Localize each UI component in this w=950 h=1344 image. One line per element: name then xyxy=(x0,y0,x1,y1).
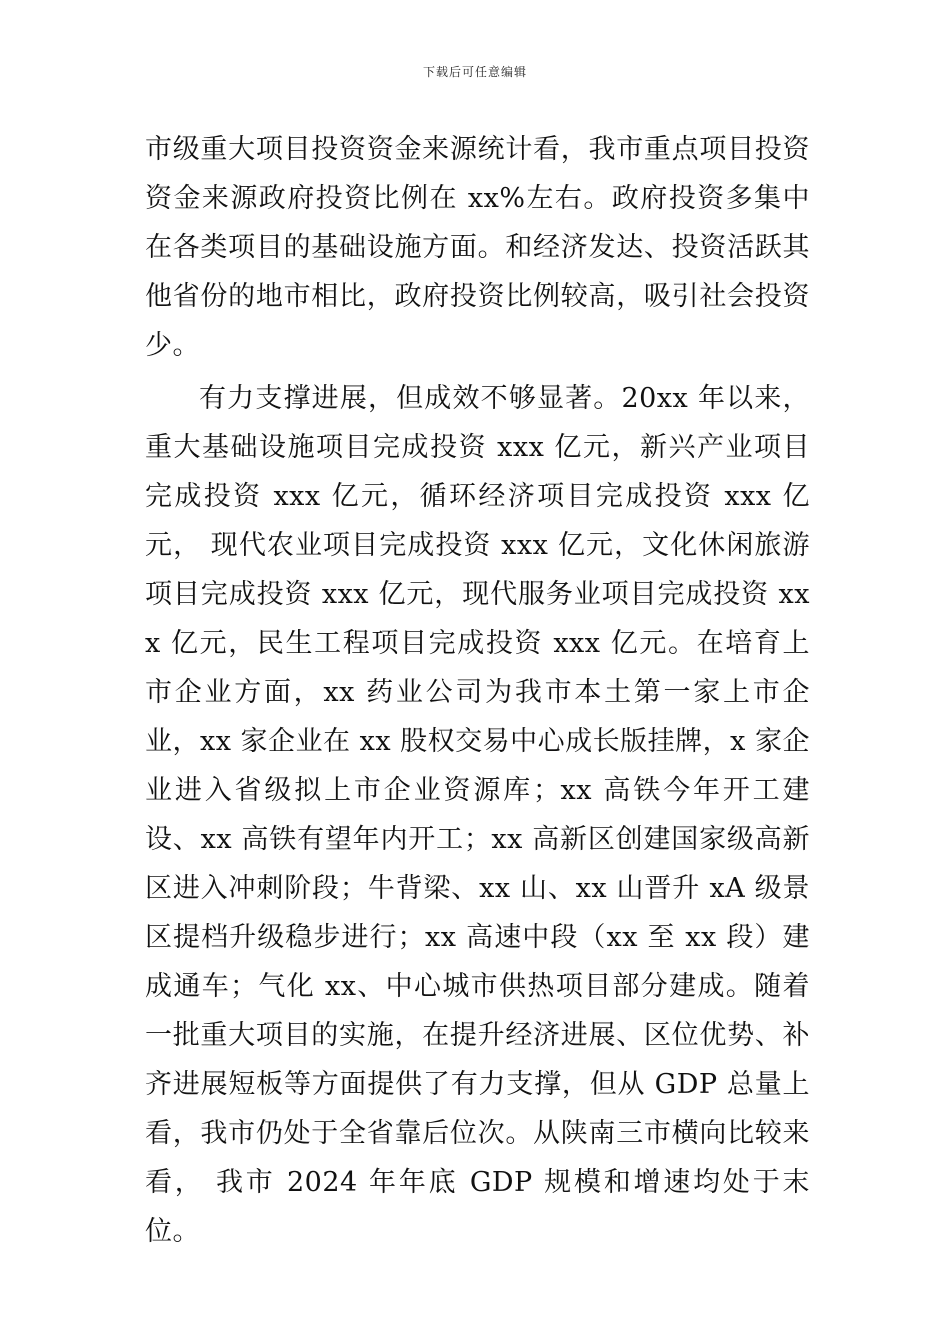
paragraph-funding-sources: 市级重大项目投资资金来源统计看，我市重点项目投资资金来源政府投资比例在 xx%左右。政府投资多集中在各类项目的基础设施方面。和经济发达、投资活跃其他省份的地市相比，政府投资比例较高，吸引社会投资少。 xyxy=(145,134,810,361)
paragraph-development-support: 有力支撑进展，但成效不够显著。20xx 年以来，重大基础设施项目完成投资 xxx 亿元，新兴产业项目完成投资 xxx 亿元，循环经济项目完成投资 xxx 亿元， 现代农业项目完成投资 xxx 亿元，文化休闲旅游项目完成投资 xxx 亿元，现代服务业项目完成投资 xxx 亿元，民生工程项目完成投资 xxx 亿元。在培育上市企业方面，xx 药业公司为我市本土第一家上市企业，xx 家企业在 xx 股权交易中心成长版挂牌，x 家企业进入省级拟上市企业资源库；xx 高铁今年开工建设、xx 高铁有望年内开工；xx 高新区创建国家级高新区进入冲刺阶段；牛背梁、xx 山、xx 山晋升 xA 级景区提档升级稳步进行；xx 高速中段（xx 至 xx 段）建成通车；气化 xx、中心城市供热项目部分建成。随着一批重大项目的实施，在提升经济进展、区位优势、补齐进展短板等方面提供了有力支撑，但从 GDP 总量上看，我市仍处于全省靠后位次。从陕南三市横向比较来看， 我市 2024 年年底 GDP 规模和增速均处于末位。 xyxy=(145,383,811,1247)
page-header: 下载后可任意编辑 xyxy=(422,65,527,79)
